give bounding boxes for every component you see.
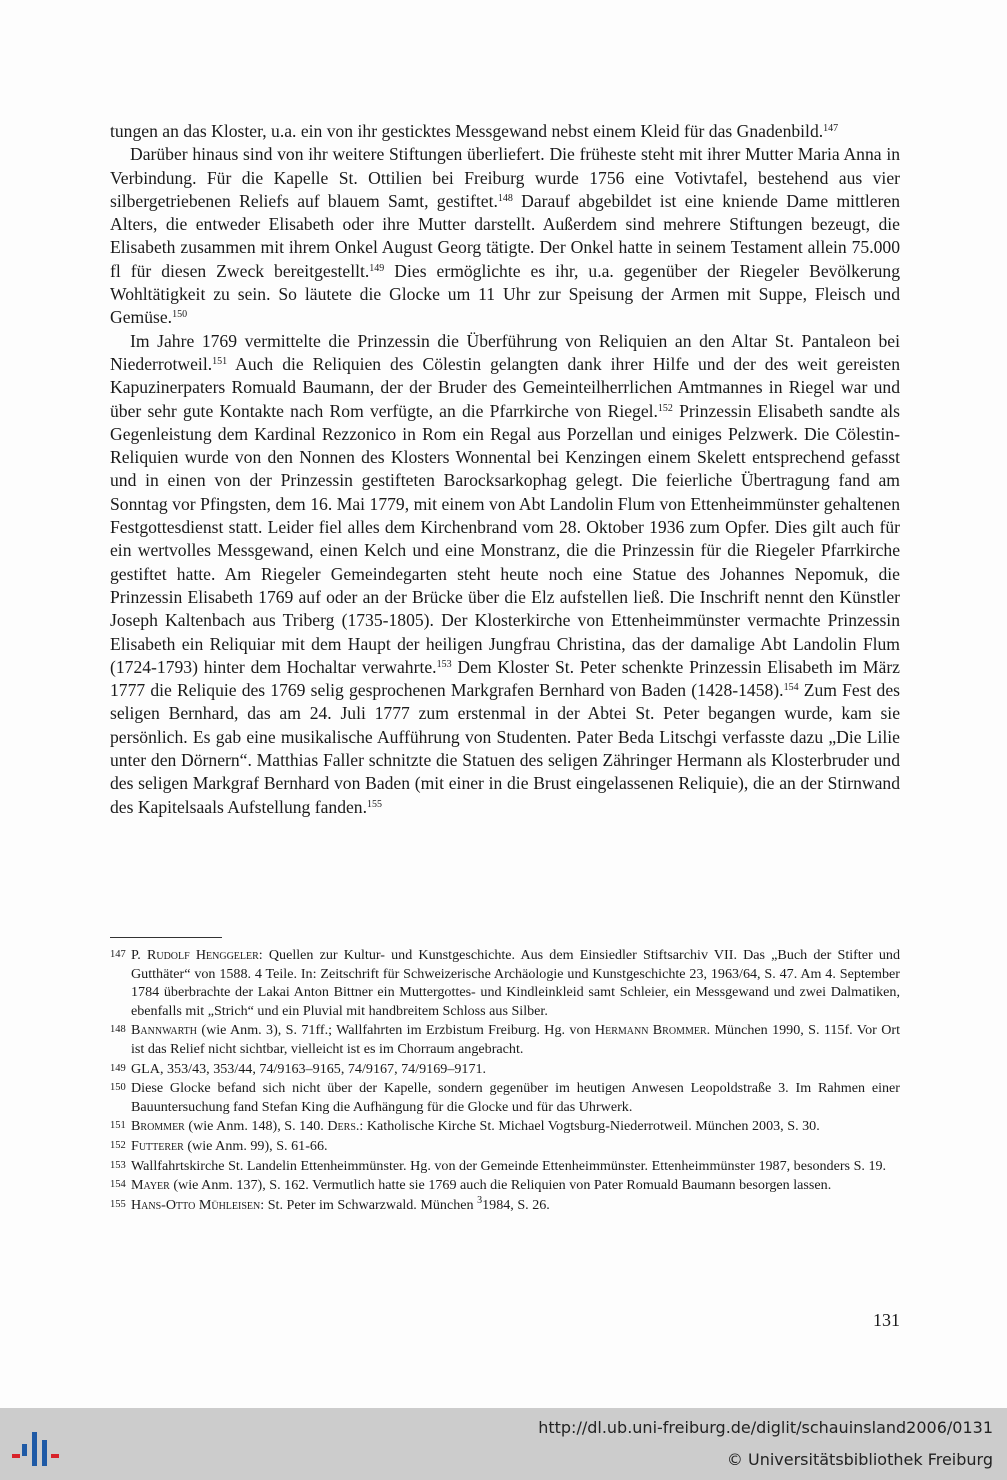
text-run: Darauf abgebildet ist eine kniende Dame mittleren Alters, die entweder Elisabeth oder ihre Mutter darstellt. Außerdem sind mehrere Stiftungen bezeugt, die Elisabeth zusammen mit ihrem Onkel August Georg tätigte. Der Onkel hatte in seinem Testament allein 75.000 fl für diesen Zweck bereitgestellt. [110,190,901,281]
footnote [110,1021,900,1058]
footnote-number: 149 [110,1062,126,1074]
text-run: : Katholische Kirche St. Michael Vogtsburg-Niederrotweil. München 2003, S. 30. [359,1118,820,1135]
footer-bar [0,1408,1007,1480]
footnote-reference: 148 [497,192,513,204]
text-run: (wie Anm. 148), S. 140. [184,1118,328,1135]
text-run: (wie Anm. 137), S. 162. Vermutlich hatte sie 1769 auch die Reliquien von Pater Romuald Baumann besorgen lassen. [169,1177,832,1194]
footnote-number: 153 [110,1159,126,1171]
text-run: Dem Kloster St. Peter schenkte Prinzessin Elisabeth im März 1777 die Reliquie des 1769 selig gesprochenen Markgrafen Bernhard von Baden (1428-1458). [110,656,900,701]
footnote-reference: 3 [477,1194,483,1206]
footnote-number: 155 [110,1198,126,1210]
text-run: . München 1990, S. 115f. Vor Ort ist das Relief nicht sichtbar, vielleicht ist es im Chorraum angebracht. [131,1022,901,1057]
footnote [110,1060,900,1079]
footnote-number: 151 [110,1120,126,1132]
paragraph [110,143,900,329]
text-run: Darüber hinaus sind von ihr weitere Stiftungen überliefert. Die früheste steht mit ihrer Mutter Maria Anna in Verbindung. Für die Kapelle St. Ottilien bei Freiburg wurde 1756 eine Votivtafel, bestehend aus vier silbergetriebenen Reliefs auf blauem Samt, gestiftet. [110,144,900,211]
footnote [110,1079,900,1116]
author-name: Rudolf Henggeler [146,947,259,963]
author-name: Mayer [131,1177,170,1194]
text-run: Wallfahrtskirche St. Landelin Ettenheimmünster. Hg. von der Gemeinde Ettenheimmünster. Ettenheimmünster 1987, besonders S. 19. [131,1157,887,1174]
text-run: GLA, 353/43, 353/44, 74/9163–9165, 74/9167, 74/9169–9171. [131,1060,487,1077]
footnote-number: 147 [110,949,126,960]
footnote-number: 148 [110,1024,126,1036]
paragraph [110,330,900,819]
logo-accent-right [51,1454,59,1458]
text-run: : Quellen zur Kultur- und Kunstgeschichte. Aus dem Einsiedler Stiftsarchiv VII. Das „Buch der Stifter und Gutthäter“ von 1588. 4 Teile. In: Zeitschrift für Schweizerische Archäologie und Kunstgeschichte 23, 1963/64, S. 47. Am 4. September 1784 überbrachte der Lakai Anton Bittner ein Muttergottes- und Kindleinkleid samt Schleier, ein Messgewand und zwei Dalmatiken, ebenfalls mit „Strich“ und ein Pluvial mit handbreitem Schloss aus Silber. [131,947,900,1019]
footnote [110,1137,900,1156]
document-url-link[interactable]: http://dl.ub.uni-freiburg.de/diglit/schauinsland2006/0131 [538,1418,993,1437]
footnote-reference: 153 [436,658,452,670]
text-run: tungen an das Kloster, u.a. ein von ihr gesticktes Messgewand nebst einem Kleid für das Gnadenbild. [110,121,824,141]
footnote [110,1117,900,1136]
footnote-reference: 152 [657,402,673,414]
paragraph [110,120,900,143]
logo-bar-2 [32,1432,37,1466]
library-logo-icon [8,1418,64,1474]
footnote [110,1157,900,1176]
footnote-reference: 149 [369,262,385,274]
footnote-number: 154 [110,1179,126,1191]
text-run: P. [131,947,147,963]
footnote-reference: 150 [172,309,188,321]
logo-bar-1 [22,1444,27,1456]
footnote-reference: 154 [783,682,799,694]
copyright-text: © Universitätsbibliothek Freiburg [726,1450,993,1469]
footnotes [110,946,900,1215]
footnote-separator [110,937,222,938]
text-run: Dies ermöglichte es ihr, u.a. gegenüber der Riegeler Bevölkerung Wohltätigkeit zu sein. So läutete die Glocke um 11 Uhr zur Speisung der Armen mit Suppe, Fleisch und Gemüse. [110,260,900,328]
footnote-reference: 147 [823,123,839,134]
footnote-reference: 155 [367,798,382,810]
logo-accent-left [12,1454,20,1458]
page-number: 131 [873,1310,900,1330]
footnote [110,1196,900,1215]
footnote [110,946,900,1020]
text-run: 1984, S. 26. [482,1196,550,1213]
logo-bar-3 [42,1440,47,1466]
text-run: : St. Peter im Schwarzwald. München [260,1196,478,1213]
text-run: Zum Fest des seligen Bernhard, das am 24. Juli 1777 zum erstenmal in der Abtei St. Peter begangen wurde, kam sie persönlich. Es gab eine musikalische Aufführung von Studenten. Pater Beda Litschgi verfasste dazu „Die Lilie unter den Dörnern“. Matthias Faller schnitzte die Statuen des seligen Zähringer Hermann als Klosterbruder und des seligen Markgraf Bernhard von Baden (mit einer in die Brust eingelassenen Reliquie), die an der Stirnwand des Kapitelsaals Aufstellung fanden. [110,680,900,817]
text-run: Im Jahre 1769 vermittelte die Prinzessin die Überführung von Reliquien an den Altar St. Pantaleon bei Niederrotweil. [110,330,900,374]
author-name: Hermann Brommer [594,1022,707,1039]
body-text [110,120,900,819]
footnote-number: 150 [110,1082,126,1094]
footnote [110,1176,900,1195]
text-run: (wie Anm. 99), S. 61-66. [183,1137,328,1154]
text-run: Diese Glocke befand sich nicht über der Kapelle, sondern gegenüber im heutigen Anwesen Leopoldstraße 3. Im Rahmen einer Bauuntersuchung fand Stefan King die Aufhängung für die Glocke und für das Uhrwerk. [131,1080,900,1115]
author-name: Hans-Otto Mühleisen [131,1196,261,1213]
author-name: Ders. [327,1118,360,1135]
author-name: Bannwarth [131,1022,198,1039]
author-name: Brommer [131,1118,185,1135]
footnote-number: 152 [110,1139,126,1151]
text-run: Auch die Reliquien des Cölestin gelangten dank ihrer Hilfe und der des weit gereisten Kapuzinerpaters Romuald Baumann, der der Bruder des Gemeinteilherrlichen Amtmannes in Riegel war und über sehr gute Kontakte nach Rom verfügte, an die Pfarrkirche von Riegel. [110,353,900,421]
text-run: Prinzessin Elisabeth sandte als Gegenleistung dem Kardinal Rezzonico in Rom ein Regal aus Porzellan und einiges Pelzwerk. Die Cölestin-Reliquien wurde von den Nonnen des Klosters Wonnental bei Kenzingen einem Skelett entsprechend gefasst und in einen von der Prinzessin gestifteten Barocksarkophag gelegt. Die feierliche Übertragung fand am Sonntag vor Pfingsten, dem 16. Mai 1779, mit einem von Abt Landolin Flum von Ettenheimmünster gehaltenen Festgottesdienst statt. Leider fiel alles dem Kirchenbrand vom 28. Oktober 1936 zum Opfer. Dies gilt auch für ein wertvolles Messgewand, einen Kelch und eine Monstranz, die die Prinzessin für die Riegeler Pfarrkirche gestiftet hatte. Am Riegeler Gemeindegarten steht heute noch eine Statue des Johannes Nepomuk, die Prinzessin Elisabeth 1769 auf oder an der Brücke über die Elz aufstellen ließ. Die Inschrift nennt den Künstler Joseph Kaltenbach aus Triberg (1735-1805). Der Klosterkirche von Ettenheimmünster vermachte Prinzessin Elisabeth ein Reliquiar mit dem Haupt der heiligen Jungfrau Christina, das der damalige Abt Landolin Flum (1724-1793) hinter dem Hochaltar verwahrte. [110,400,900,677]
author-name: Futterer [131,1137,184,1154]
footnote-reference: 151 [212,355,228,367]
text-run: (wie Anm. 3), S. 71ff.; Wallfahrten im Erzbistum Freiburg. Hg. von [197,1022,595,1039]
